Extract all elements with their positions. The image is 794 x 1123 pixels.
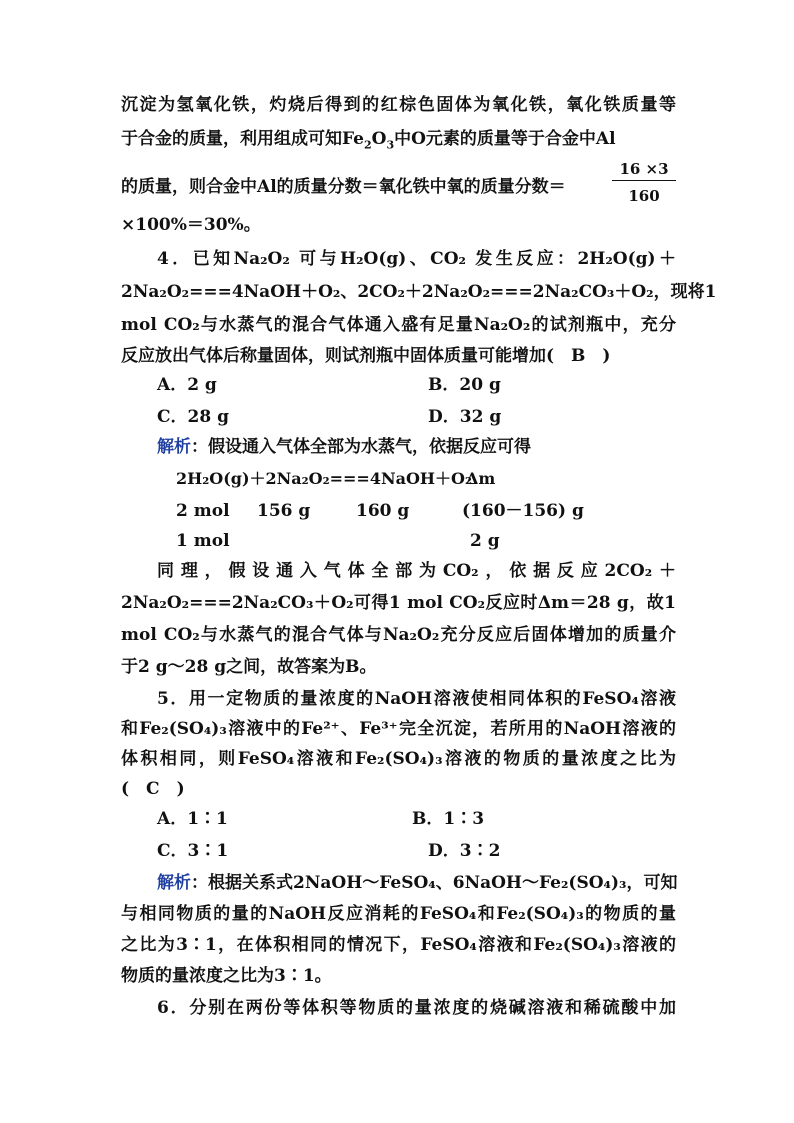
text-line: 之比为3∶1，在体积相同的情况下，FeSO₄溶液和Fe₂(SO₄)₃溶液的 [121, 935, 676, 955]
table-cell: (160－156) g [462, 501, 584, 521]
equation: 2H₂O(g)＋2Na₂O₂===4NaOH＋O₂ [176, 469, 472, 488]
option-a: A．2 g [157, 375, 217, 395]
text-line: 于合金的质量，利用组成可知$Fe_2O_3$中O元素的质量等于合金中Al [121, 129, 616, 152]
table-cell: 1 mol [176, 531, 230, 551]
question-5-stem: 5．用一定物质的量浓度的NaOH溶液使相同体积的FeSO₄溶液 [157, 689, 676, 709]
option-c: C．3∶1 [157, 841, 229, 861]
text-line: 同理，假设通入气体全部为CO₂，依据反应2CO₂＋ [157, 561, 676, 581]
text-line: mol CO₂与水蒸气的混合气体通入盛有足量Na₂O₂的试剂瓶中，充分 [121, 315, 676, 335]
fraction-denominator: 160 [628, 187, 660, 205]
table-cell: 156 g [257, 501, 311, 521]
text-line: 和Fe₂(SO₄)₃溶液中的Fe²⁺、Fe³⁺完全沉淀，若所用的NaOH溶液的 [121, 719, 676, 739]
text-line: ( C ) [121, 779, 185, 799]
option-a: A．1∶1 [157, 809, 228, 829]
question-6-stem: 6．分别在两份等体积等物质的量浓度的烧碱溶液和稀硫酸中加 [157, 998, 676, 1018]
option-b: B．20 g [428, 375, 501, 395]
analysis-line: 解析：假设通入气体全部为水蒸气，依据反应可得 [157, 437, 531, 457]
text-line: 于2 g～28 g之间，故答案为B。 [121, 657, 377, 677]
option-c: C．28 g [157, 407, 229, 427]
table-cell: 2 g [470, 531, 500, 551]
text-line: 与相同物质的量的NaOH反应消耗的FeSO₄和Fe₂(SO₄)₃的物质的量 [121, 904, 676, 924]
text-line: ×100%＝30%。 [121, 215, 261, 235]
analysis-line: 解析：根据关系式2NaOH～FeSO₄、6NaOH～Fe₂(SO₄)₃，可知 [157, 873, 678, 893]
text-line: 物质的量浓度之比为3∶1。 [121, 966, 332, 986]
text-line: 2Na₂O₂===4NaOH＋O₂、2CO₂＋2Na₂O₂===2Na₂CO₃＋O₂，现将1 [121, 282, 717, 302]
option-d: D．3∶2 [428, 841, 501, 861]
text-line: 体积相同，则FeSO₄溶液和Fe₂(SO₄)₃溶液的物质的量浓度之比为 [121, 749, 676, 769]
question-4-stem: 4．已知Na₂O₂ 可与H₂O(g)、CO₂ 发生反应：2H₂O(g)＋ [157, 249, 676, 269]
option-b: B．1∶3 [412, 809, 485, 829]
text-line: 反应放出气体后称量固体，则试剂瓶中固体质量可能增加( B ) [121, 346, 611, 366]
fraction [612, 160, 676, 205]
analysis-label: 解析 [157, 437, 191, 457]
text-line: 2Na₂O₂===2Na₂CO₃＋O₂可得1 mol CO₂反应时Δm＝28 g，故1 [121, 593, 676, 613]
table-cell: 2 mol [176, 501, 230, 521]
fraction-numerator: 16 ×3 [612, 160, 676, 181]
option-d: D．32 g [428, 407, 502, 427]
text-line: 沉淀为氢氧化铁，灼烧后得到的红棕色固体为氧化铁，氧化铁质量等 [121, 95, 676, 115]
delta-m-label: Δm [466, 469, 496, 488]
text-line: mol CO₂与水蒸气的混合气体与Na₂O₂充分反应后固体增加的质量介 [121, 625, 676, 645]
text-line: 的质量，则合金中Al的质量分数＝氧化铁中氧的质量分数＝ [121, 177, 566, 197]
table-cell: 160 g [356, 501, 410, 521]
analysis-label: 解析 [157, 873, 191, 893]
